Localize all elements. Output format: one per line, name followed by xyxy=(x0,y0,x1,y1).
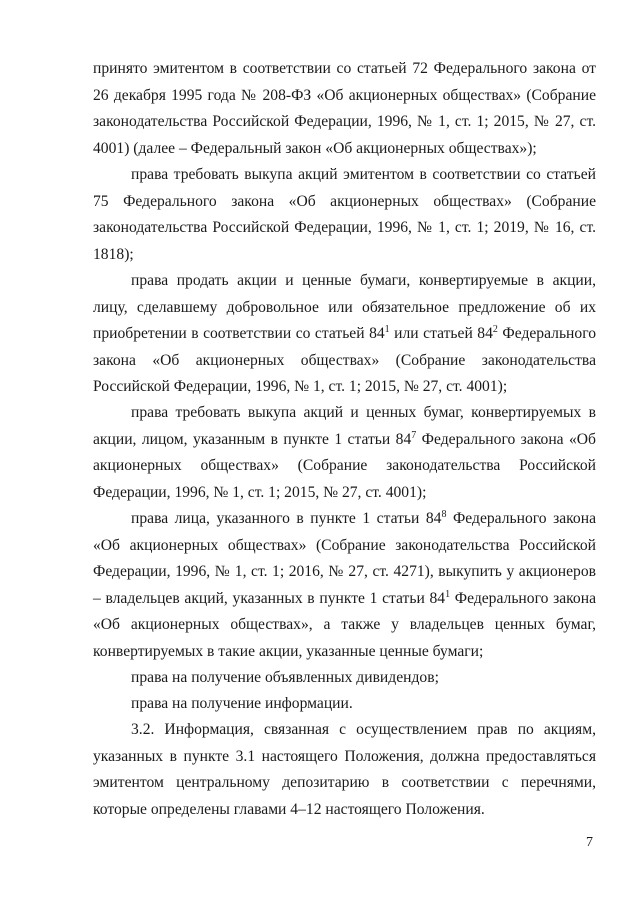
paragraph-person-right xyxy=(93,506,596,665)
paragraph-information-right: права на получение информации. xyxy=(131,695,353,712)
paragraph-continuation: принято эмитентом в соответствии со статьей 72 Федерального закона от 26 декабря 1995 года № 208-ФЗ «Об акционерных обществах» (Собрание законодательства Российской Федерации, 1996, № 1, ст. 1; 2015, № 27, ст. 4001) (далее – Федеральный закон «Об акционерных обществах»); xyxy=(93,60,596,157)
paragraph-redemption-right: права требовать выкупа акций эмитентом в соответствии со статьей 75 Федерального закона «Об акционерных обществах» (Собрание законодательства Российской Федерации, 1996, № 1, ст. 1; 2019, № 16, ст. 1818); xyxy=(93,166,596,263)
superscript: 1 xyxy=(384,324,390,335)
paragraph-sell-right xyxy=(93,268,596,401)
page-number: 7 xyxy=(586,835,593,850)
superscript: 8 xyxy=(441,509,447,520)
paragraph-buyout-demand-right xyxy=(93,400,596,506)
text-segment: Федерального закона «Об акционерных обществах» (Собрание законодательства Российской Федерации, 1996, № 1, ст. 1; 2015, № 27, ст. 4001); xyxy=(93,430,596,501)
superscript: 2 xyxy=(492,324,498,335)
superscript: 7 xyxy=(411,429,417,441)
text-segment: или статьей 84 xyxy=(389,325,493,342)
paragraph-3-2: 3.2. Информация, связанная с осуществлением прав по акциям, указанных в пункте 3.1 настоящего Положения, должна предоставляться эмитентом центральному депозитарию в соответствии с перечнями, которые определены главами 4–12 настоящего Положения. xyxy=(93,721,596,818)
text-segment: Федерального закона «Об акционерных обществах», а также у владельцев ценных бумаг, конвертируемых в такие акции, указанные ценные бумаги; xyxy=(93,589,596,660)
text-segment: права лица, указанного в пункте 1 статьи 84 xyxy=(131,510,442,527)
text-segment: права требовать выкупа акций и ценных бумаг, конвертируемых в акции, лицом, указанным в пункте 1 статьи 84 xyxy=(93,404,596,448)
text-segment: Федерального закона «Об акционерных обществах» (Собрание законодательства Российской Федерации, 1996, № 1, ст. 1; 2016, № 27, ст. 4271), выкупить у акционеров – владельцев акций, указанных в пункте 1 статьи 84 xyxy=(93,510,596,607)
superscript: 1 xyxy=(445,588,451,600)
paragraph-dividends-right: права на получение объявленных дивидендов; xyxy=(131,669,439,686)
text-segment: Федерального закона «Об акционерных обществах» (Собрание законодательства Российской Федерации, 1996, № 1, ст. 1; 2015, № 27, ст. 4001); xyxy=(93,325,596,395)
text-segment: права продать акции и ценные бумаги, конвертируемые в акции, лицу, сделавшему добровольное или обязательное предложение об их приобретении в соответствии со статьей 84 xyxy=(93,272,596,342)
